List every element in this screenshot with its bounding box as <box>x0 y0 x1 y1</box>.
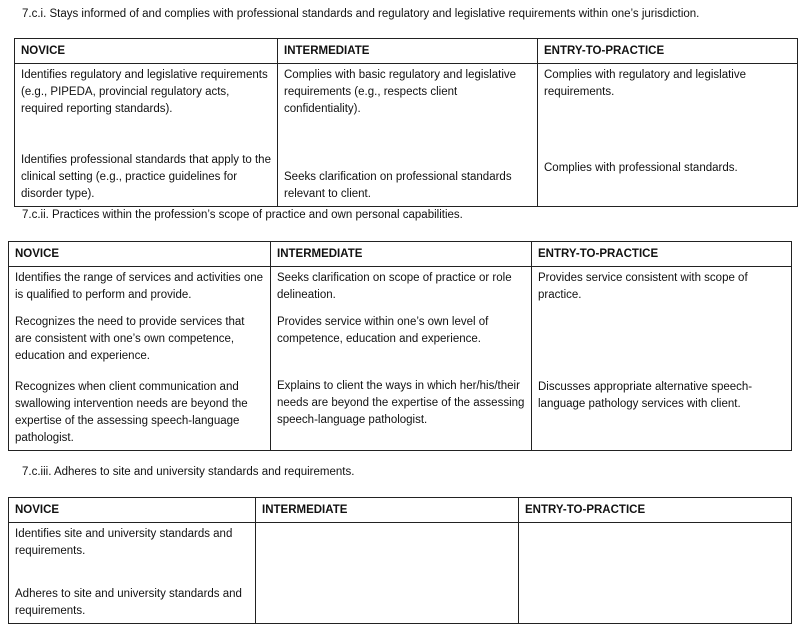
column-header-novice: NOVICE <box>9 498 256 523</box>
criterion-text: Discusses appropriate alternative speech-language pathology services with client. <box>538 381 753 410</box>
table-header-row <box>9 498 792 523</box>
competency-table-7cii <box>8 241 792 451</box>
section-heading-7cii: 7.c.ii. Practices within the profession’s scope of practice and own personal capabilities. <box>22 209 463 221</box>
criterion-text: Identifies regulatory and legislative requirements (e.g., PIPEDA, provincial regulatory acts, required reporting standards). <box>21 69 268 115</box>
table-row <box>9 523 792 624</box>
column-header-intermediate: INTERMEDIATE <box>278 39 538 64</box>
competency-table-7ciii <box>8 497 792 624</box>
criterion-text: Recognizes when client communication and swallowing intervention needs are beyond the expertise of the assessing speech-language pathologist. <box>15 381 248 444</box>
table-row <box>15 64 798 207</box>
table-header-row <box>9 242 792 267</box>
cell-intermediate <box>278 64 538 207</box>
competency-table-7ci <box>14 38 798 207</box>
table-header-row <box>15 39 798 64</box>
criterion-text: Seeks clarification on scope of practice or role delineation. <box>277 272 512 301</box>
column-header-intermediate: INTERMEDIATE <box>256 498 519 523</box>
criterion-text: Provides service consistent with scope of practice. <box>538 272 748 301</box>
criterion-text: Adheres to site and university standards and requirements. <box>15 588 242 617</box>
cell-novice <box>9 523 256 624</box>
criterion-text: Identifies professional standards that apply to the clinical setting (e.g., practice guidelines for disorder type). <box>21 154 271 200</box>
criterion-text: Identifies the range of services and activities one is qualified to perform and provide. <box>15 272 264 301</box>
cell-entry-to-practice <box>538 64 798 207</box>
cell-entry-to-practice <box>532 267 792 451</box>
table-row <box>9 267 792 451</box>
column-header-novice: NOVICE <box>9 242 271 267</box>
cell-intermediate <box>271 267 532 451</box>
column-header-entry-to-practice: ENTRY-TO-PRACTICE <box>519 498 792 523</box>
criterion-text: Identifies site and university standards and requirements. <box>15 528 233 557</box>
column-header-entry-to-practice: ENTRY-TO-PRACTICE <box>532 242 792 267</box>
criterion-text: Seeks clarification on professional standards relevant to client. <box>284 171 512 200</box>
column-header-novice: NOVICE <box>15 39 278 64</box>
section-heading-7ciii: 7.c.iii. Adheres to site and university standards and requirements. <box>22 466 355 478</box>
column-header-intermediate: INTERMEDIATE <box>271 242 532 267</box>
criterion-text: Complies with regulatory and legislative requirements. <box>544 69 746 98</box>
column-header-entry-to-practice: ENTRY-TO-PRACTICE <box>538 39 798 64</box>
cell-entry-to-practice <box>519 523 792 624</box>
criterion-text: Complies with basic regulatory and legislative requirements (e.g., respects client confidentiality). <box>284 69 517 115</box>
section-heading-7ci: 7.c.i. Stays informed of and complies with professional standards and regulatory and legislative requirements within one’s jurisdiction. <box>22 8 700 20</box>
cell-novice <box>9 267 271 451</box>
criterion-text: Complies with professional standards. <box>544 162 738 174</box>
criterion-text: Recognizes the need to provide services that are consistent with one’s own competence, education and experience. <box>15 316 245 362</box>
criterion-text: Provides service within one’s own level of competence, education and experience. <box>277 316 489 345</box>
criterion-text: Explains to client the ways in which her/his/their needs are beyond the expertise of the assessing speech-language pathologist. <box>277 380 525 426</box>
cell-intermediate <box>256 523 519 624</box>
cell-novice <box>15 64 278 207</box>
